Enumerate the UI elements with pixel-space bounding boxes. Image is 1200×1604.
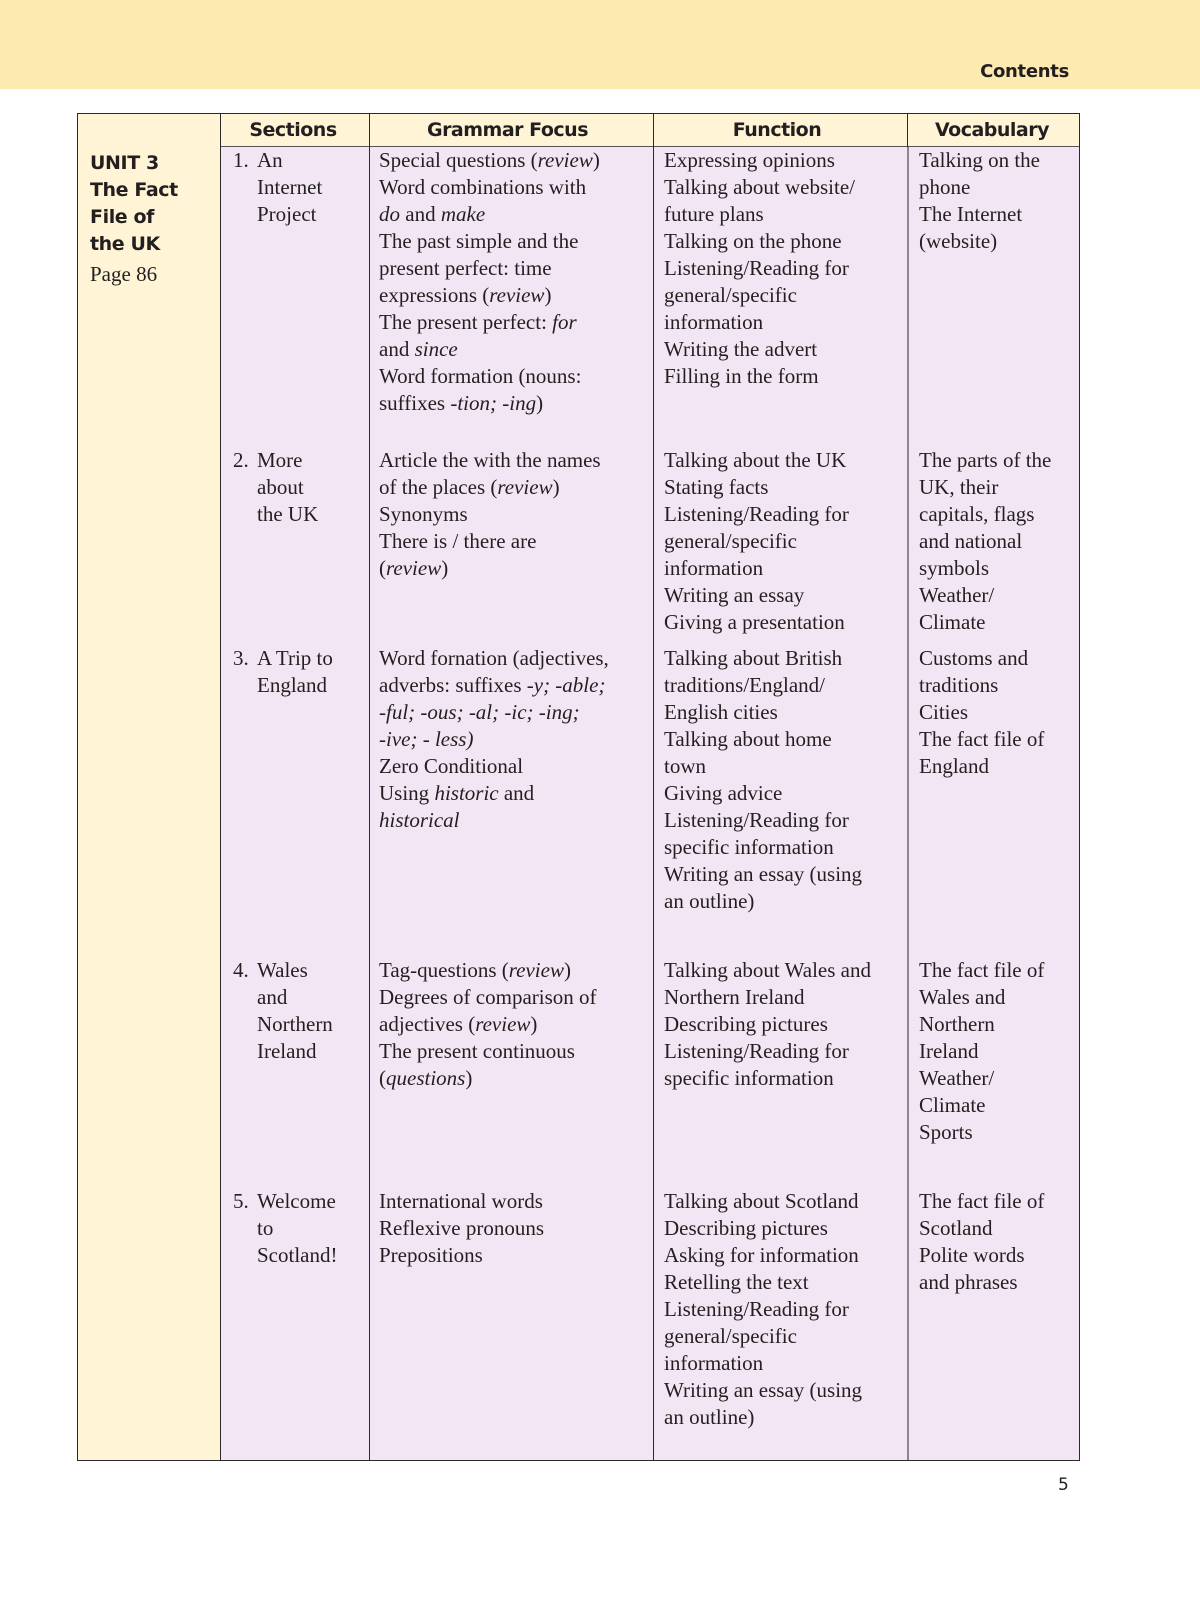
function-line: an outline) [664,1405,755,1429]
grammar-text: and [400,202,441,226]
band-title: Contents [980,61,1069,82]
function-line: Giving a presentation [664,610,845,634]
vocabulary-line: capitals, flags [919,502,1035,526]
vocabulary-line: Customs and [919,646,1029,670]
section-title-line: England [257,673,327,697]
header-grammar-focus: Grammar Focus [426,119,589,141]
grammar-text: and [498,781,535,805]
function-line: Talking about Scotland [664,1189,859,1213]
vocabulary-cell [919,147,1040,255]
grammar-line [379,1038,597,1065]
vocabulary-line: Cities [919,700,969,724]
grammar-line [379,309,600,336]
grammar-term-italic: review [475,1012,531,1036]
vocabulary-line: Northern [919,1012,995,1036]
section-title [257,1188,337,1269]
grammar-term-italic: make [440,202,486,226]
section-title-line: Scotland! [257,1243,338,1267]
section-title-line: and [257,985,288,1009]
section-title-line: the UK [257,502,319,526]
grammar-text: Special questions ( [379,148,538,172]
function-line: Filling in the form [664,364,819,388]
unit-column [78,114,221,1460]
contents-table [77,113,1080,1461]
grammar-text: ) [552,475,560,499]
grammar-line [379,528,601,555]
table-header-row [221,114,1079,147]
header-function: Function [732,119,822,141]
function-cell [664,147,855,390]
function-line: general/specific [664,283,797,307]
column-divider [907,114,908,147]
vocabulary-line: The Internet [919,202,1023,226]
grammar-term-italic: -ive; - less) [379,727,474,751]
vocabulary-line: Climate [919,610,986,634]
vocabulary-line: The parts of the [919,448,1052,472]
grammar-text: ) [544,283,552,307]
function-cell [664,447,849,636]
grammar-text: expressions ( [379,283,490,307]
function-line: Stating facts [664,475,769,499]
section-number: 2. [233,448,249,472]
vocabulary-line: Sports [919,1120,973,1144]
unit-page: Page 86 [90,262,158,286]
function-line: information [664,1351,764,1375]
section-number: 3. [233,646,249,670]
grammar-line [379,984,597,1011]
vocabulary-line: Polite words [919,1243,1025,1267]
section-title-line: A Trip to [257,646,333,670]
grammar-term-italic: review [497,475,553,499]
grammar-term-italic: questions [386,1066,466,1090]
grammar-term-italic: do [379,202,400,226]
section-title [257,447,318,528]
vocabulary-cell [919,645,1044,780]
grammar-text: suffixes [379,391,451,415]
grammar-text: Reflexive pronouns [379,1216,545,1240]
grammar-text: ) [441,556,449,580]
grammar-text: Prepositions [379,1243,483,1267]
vocabulary-line: Talking on the [919,148,1041,172]
section-title-line: Welcome [257,1189,336,1213]
vocabulary-cell [919,447,1051,636]
function-line: Talking about website/ [664,175,855,199]
function-line: Expressing opinions [664,148,835,172]
header-vocabulary: Vocabulary [934,119,1050,141]
section-title [257,147,322,228]
grammar-line [379,174,600,201]
function-cell [664,1188,862,1431]
grammar-term-italic: review [508,958,564,982]
grammar-text: Degrees of comparison of [379,985,597,1009]
section-title-line: An [257,148,283,172]
vocabulary-line: phone [919,175,971,199]
grammar-term-italic: -tion; -ing [450,391,537,415]
function-line: information [664,310,764,334]
grammar-text: Zero Conditional [379,754,524,778]
grammar-text: present perfect: time [379,256,552,280]
function-line: general/specific [664,1324,797,1348]
page-number: 5 [1058,1475,1069,1495]
vocabulary-line: and phrases [919,1270,1018,1294]
grammar-line [379,807,609,834]
grammar-line [379,645,609,672]
vocabulary-line: Scotland [919,1216,993,1240]
function-line: Writing an essay (using [664,862,863,886]
grammar-line [379,1188,544,1215]
grammar-line [379,726,609,753]
grammar-line [379,363,600,390]
vocabulary-line: Weather/ [919,1066,995,1090]
grammar-term-italic: historical [379,808,460,832]
section-title-line: Internet [257,175,323,199]
vocabulary-cell [919,1188,1044,1296]
function-line: Talking about British [664,646,843,670]
function-line: Asking for information [664,1243,859,1267]
grammar-line [379,753,609,780]
grammar-line [379,501,601,528]
grammar-line [379,1011,597,1038]
grammar-term-italic: review [537,148,593,172]
grammar-line [379,957,597,984]
section-number: 1. [233,148,249,172]
function-line: Writing the advert [664,337,818,361]
grammar-term-italic: review [386,556,442,580]
section-number: 4. [233,958,249,982]
function-line: Listening/Reading for [664,502,849,526]
function-line: Writing an essay [664,583,805,607]
section-title-line: More [257,448,303,472]
grammar-line [379,390,600,417]
function-line: Writing an essay (using [664,1378,863,1402]
section-number: 5. [233,1189,249,1213]
grammar-line [379,255,600,282]
vocabulary-line: Climate [919,1093,986,1117]
function-line: Listening/Reading for [664,1297,849,1321]
grammar-text: adverbs: suffixes [379,673,527,697]
unit-title: UNIT 3 The Fact File of the UK [90,152,178,255]
function-line: Talking about home [664,727,832,751]
function-line: town [664,754,706,778]
function-line: Talking about Wales and [664,958,871,982]
vocabulary-line: England [919,754,989,778]
grammar-line [379,336,600,363]
section-title [257,957,333,1065]
grammar-text: ) [592,148,600,172]
column-divider [653,114,654,1460]
grammar-text: ( [379,1066,386,1090]
vocabulary-line: (website) [919,229,998,253]
vocabulary-line: Weather/ [919,583,995,607]
section-title-line: Project [257,202,317,226]
grammar-text: Word combinations with [379,175,587,199]
header-sections: Sections [249,119,337,141]
function-line: traditions/England/ [664,673,825,697]
grammar-text: Synonyms [379,502,468,526]
vocabulary-line: The fact file of [919,1189,1045,1213]
vocabulary-line: Wales and [919,985,1006,1009]
function-line: Listening/Reading for [664,1039,849,1063]
function-cell [664,645,862,915]
vocabulary-line: traditions [919,673,999,697]
grammar-line [379,780,609,807]
grammar-line [379,1065,597,1092]
grammar-text: The present continuous [379,1039,575,1063]
grammar-line [379,672,609,699]
function-line: Giving advice [664,781,783,805]
function-line: Listening/Reading for [664,256,849,280]
grammar-text: and [379,337,415,361]
grammar-text: The present perfect: [379,310,553,334]
vocabulary-line: UK, their [919,475,999,499]
vocabulary-line: symbols [919,556,990,580]
vocabulary-line: The fact file of [919,958,1045,982]
function-line: Talking about the UK [664,448,847,472]
grammar-focus-cell [379,147,600,417]
grammar-focus-cell [379,645,609,834]
grammar-line [379,555,601,582]
grammar-line [379,699,609,726]
grammar-term-italic: -y; -able; [526,673,606,697]
section-title-line: about [257,475,304,499]
function-line: Retelling the text [664,1270,809,1294]
grammar-text: Tag-questions ( [379,958,509,982]
grammar-term-italic: -ful; -ous; -al; -ic; -ing; [379,700,580,724]
section-title-line: Wales [257,958,308,982]
grammar-text: Word formation (nouns: [379,364,582,388]
grammar-text: There is / there are [379,529,537,553]
grammar-text: ( [379,556,386,580]
function-line: general/specific [664,529,797,553]
function-line: future plans [664,202,764,226]
function-line: Talking on the phone [664,229,842,253]
grammar-text: International words [379,1189,543,1213]
function-line: Northern Ireland [664,985,805,1009]
grammar-text: ) [536,391,544,415]
section-title-line: Ireland [257,1039,317,1063]
column-divider [907,147,909,1460]
grammar-focus-cell [379,957,597,1092]
grammar-line [379,228,600,255]
vocabulary-line: The fact file of [919,727,1045,751]
grammar-line [379,282,600,309]
section-title [257,645,333,699]
function-line: Describing pictures [664,1216,828,1240]
grammar-line [379,447,601,474]
function-line: English cities [664,700,778,724]
column-divider [369,114,370,1460]
grammar-text: adjectives ( [379,1012,476,1036]
grammar-text: The past simple and the [379,229,579,253]
grammar-line [379,201,600,228]
function-line: specific information [664,835,834,859]
grammar-term-italic: review [489,283,545,307]
grammar-text: ) [530,1012,538,1036]
grammar-focus-cell [379,447,601,582]
grammar-focus-cell [379,1188,544,1269]
grammar-term-italic: historic [434,781,499,805]
vocabulary-line: Ireland [919,1039,979,1063]
function-line: specific information [664,1066,834,1090]
grammar-line [379,1215,544,1242]
grammar-text: ) [465,1066,473,1090]
function-line: Describing pictures [664,1012,828,1036]
grammar-text: Using [379,781,435,805]
grammar-term-italic: for [552,310,577,334]
function-cell [664,957,871,1092]
grammar-text: ) [563,958,571,982]
vocabulary-cell [919,957,1044,1146]
function-line: Listening/Reading for [664,808,849,832]
header-band [0,0,1200,89]
grammar-line [379,147,600,174]
section-title-line: to [257,1216,274,1240]
grammar-line [379,1242,544,1269]
grammar-text: Word fornation (adjectives, [379,646,609,670]
grammar-term-italic: since [414,337,458,361]
grammar-text: of the places ( [379,475,498,499]
vocabulary-line: and national [919,529,1023,553]
grammar-text: Article the with the names [379,448,601,472]
function-line: information [664,556,764,580]
grammar-line [379,474,601,501]
section-title-line: Northern [257,1012,333,1036]
function-line: an outline) [664,889,755,913]
